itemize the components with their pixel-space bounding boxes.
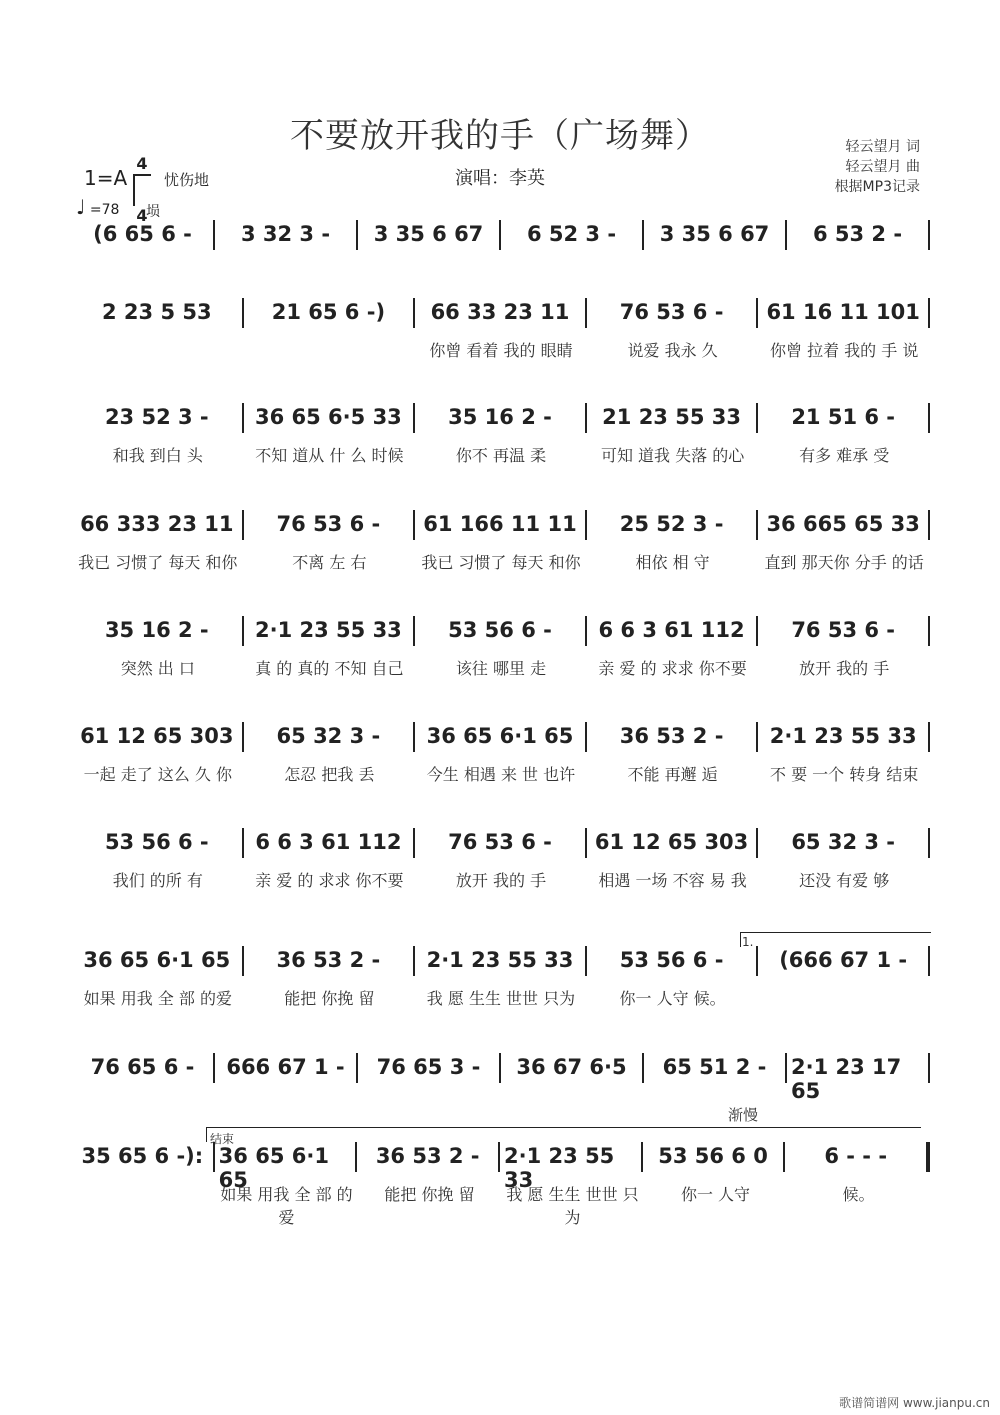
lyric-segment: 能把 你挽 留 xyxy=(384,1185,475,1204)
tempo-value: =78 xyxy=(89,202,120,218)
ending-label: 结束 xyxy=(210,1132,235,1146)
lyric-segment: 你一 人守 候。 xyxy=(619,989,726,1008)
ritardando-marking: 渐慢 xyxy=(728,1106,759,1124)
bar-line xyxy=(928,298,930,328)
bar-line xyxy=(926,1142,930,1172)
measure: (6 65 6 - xyxy=(93,222,192,246)
measure: 76 65 6 - xyxy=(90,1055,195,1079)
measure: 21 23 55 33 xyxy=(602,405,741,429)
measure: 36 67 6·5 xyxy=(516,1055,627,1079)
measure: 3 35 6 67 xyxy=(373,222,484,246)
score-row xyxy=(72,1055,930,1103)
measure: 65 32 3 - xyxy=(276,724,381,748)
measure: 36 53 2 - xyxy=(619,724,724,748)
lyric-segment: 今生 相遇 来 世 也许 xyxy=(426,765,576,784)
score-row xyxy=(72,724,930,752)
lyricist-credit: 轻云望月 词 xyxy=(845,139,920,155)
volta-1-bracket xyxy=(740,932,931,947)
measure: 66 333 23 11 xyxy=(80,512,234,536)
measure: 36 65 6·1 65 xyxy=(426,724,574,748)
measure: 66 33 23 11 xyxy=(430,300,570,324)
lyric-row xyxy=(72,868,930,891)
measure: 6 - - - xyxy=(824,1144,888,1168)
measure: 2 23 5 53 xyxy=(101,300,212,324)
measure: 2·1 23 55 33 xyxy=(504,1144,615,1192)
measure: 6 52 3 - xyxy=(526,222,617,246)
lyric-segment xyxy=(72,1182,215,1228)
lyric-segment: 你不 再温 柔 xyxy=(455,446,547,465)
lyric-row xyxy=(72,762,930,785)
measure: 53 56 6 - xyxy=(619,948,724,972)
bar-line xyxy=(928,1053,930,1083)
ending-bracket xyxy=(206,1127,921,1142)
lyric-segment: 亲 爱 的 求求 你不要 xyxy=(255,871,404,890)
bar-line xyxy=(928,946,930,976)
score-row xyxy=(72,830,930,858)
lyric-segment: 我 愿 生生 世世 只为 xyxy=(506,1185,639,1227)
lyric-segment: 和我 到白 头 xyxy=(112,446,203,465)
lyric-segment: 不知 道从 什 么 时候 xyxy=(255,446,404,465)
lyric-segment: 不 要 一个 转身 结束 xyxy=(769,765,919,784)
lyric-segment: 突然 出 口 xyxy=(120,659,195,678)
mood-marking: 忧伤地 xyxy=(164,171,210,189)
lyric-segment: 我们 的所 有 xyxy=(112,871,203,890)
lyric-row xyxy=(72,1182,930,1228)
song-title: 不要放开我的手（广场舞） xyxy=(290,116,710,156)
score-row xyxy=(72,300,930,328)
bar-line xyxy=(928,616,930,646)
measure: 76 53 6 - xyxy=(276,512,381,536)
lyric-segment: 说爱 我永 久 xyxy=(627,341,718,360)
lyric-segment: 该往 哪里 走 xyxy=(455,659,547,678)
measure: 35 65 6 -): xyxy=(81,1144,204,1168)
measure: 35 16 2 - xyxy=(104,618,209,642)
singer-credit: 演唱：李英 xyxy=(455,168,545,189)
lyric-segment: 真 的 真的 不知 自己 xyxy=(255,659,404,678)
measure: 3 35 6 67 xyxy=(659,222,770,246)
lyric-segment: 放开 我的 手 xyxy=(455,871,547,890)
measure: 3 32 3 - xyxy=(240,222,331,246)
score-row xyxy=(72,512,930,540)
quarter-note-icon: ♩ xyxy=(76,195,86,219)
score-row xyxy=(72,405,930,433)
measure: (666 67 1 - xyxy=(779,948,908,972)
measure: 65 51 2 - xyxy=(662,1055,767,1079)
measure: 36 65 6·5 33 xyxy=(254,405,402,429)
lyric-segment xyxy=(72,338,244,361)
lyric-segment: 不能 再邂 逅 xyxy=(627,765,718,784)
measure: 53 56 6 - xyxy=(448,618,552,642)
tempo-marking xyxy=(76,195,119,219)
lyric-segment: 怎忍 把我 丢 xyxy=(284,765,375,784)
volta-1-label: 1. xyxy=(742,935,754,949)
measure: 61 12 65 303 xyxy=(80,724,234,748)
lyric-segment: 你曾 看着 我的 眼睛 xyxy=(429,341,573,360)
measure: 36 53 2 - xyxy=(276,948,381,972)
measure: 6 6 3 61 112 xyxy=(255,830,402,854)
bar-line xyxy=(928,220,930,250)
measure: 76 53 6 - xyxy=(619,300,724,324)
measure: 23 52 3 - xyxy=(104,405,209,429)
lyric-segment: 亲 爱 的 求求 你不要 xyxy=(598,659,747,678)
measure: 65 32 3 - xyxy=(791,830,896,854)
measure: 76 53 6 - xyxy=(448,830,552,854)
measure: 61 166 11 11 xyxy=(423,512,577,536)
instrument-label: 埙 xyxy=(146,204,160,220)
lyric-segment: 放开 我的 手 xyxy=(799,659,890,678)
lyric-segment: 你一 人守 xyxy=(680,1185,751,1204)
lyric-segment: 候。 xyxy=(842,1185,875,1204)
time-top: 4 xyxy=(136,154,148,173)
lyric-row xyxy=(72,986,930,1009)
lyric-segment: 还没 有爱 够 xyxy=(799,871,890,890)
lyric-segment: 有多 难承 受 xyxy=(799,446,890,465)
lyric-segment: 可知 道我 失落 的心 xyxy=(600,446,745,465)
measure: 36 665 65 33 xyxy=(766,512,920,536)
measure: 2·1 23 55 33 xyxy=(254,618,402,642)
lyric-segment: 直到 那天你 分手 的话 xyxy=(764,553,924,572)
measure: 76 53 6 - xyxy=(791,618,896,642)
lyric-segment: 我已 习惯了 每天 和你 xyxy=(421,553,581,572)
lyric-segment: 一起 走了 这么 久 你 xyxy=(83,765,232,784)
composer-credit: 轻云望月 曲 xyxy=(845,159,920,175)
measure: 21 65 6 -) xyxy=(271,300,386,324)
lyric-segment: 我 愿 生生 世世 只为 xyxy=(426,989,576,1008)
lyric-row xyxy=(72,550,930,573)
measure: 36 65 6·1 65 xyxy=(218,1144,329,1192)
lyric-segment: 相依 相 守 xyxy=(635,553,710,572)
lyric-segment: 不离 左 右 xyxy=(292,553,367,572)
measure: 61 12 65 303 xyxy=(594,830,749,854)
measure: 36 53 2 - xyxy=(375,1144,480,1168)
lyric-segment: 如果 用我 全 部 的爱 xyxy=(220,1185,353,1227)
measure: 53 56 6 - xyxy=(104,830,209,854)
bar-line xyxy=(928,828,930,858)
credits xyxy=(835,137,920,197)
bar-line xyxy=(928,403,930,433)
lyric-row xyxy=(72,656,930,679)
measure: 6 6 3 61 112 xyxy=(598,618,745,642)
measure: 2·1 23 55 33 xyxy=(426,948,574,972)
measure: 53 56 6 0 xyxy=(658,1144,768,1168)
site-watermark: 歌谱简谱网 www.jianpu.cn xyxy=(839,1396,990,1410)
lyric-segment: 你曾 拉着 我的 手 说 xyxy=(769,341,919,360)
measure: 6 53 2 - xyxy=(812,222,903,246)
measure: 21 51 6 - xyxy=(791,405,896,429)
lyric-segment xyxy=(244,338,416,361)
bar-line xyxy=(928,510,930,540)
source-credit: 根据MP3记录 xyxy=(834,179,920,195)
measure: 35 16 2 - xyxy=(448,405,552,429)
lyric-segment xyxy=(758,986,930,1009)
measure: 61 16 11 101 xyxy=(766,300,920,324)
lyric-segment: 能把 你挽 留 xyxy=(284,989,375,1008)
measure: 666 67 1 - xyxy=(226,1055,345,1079)
score-row xyxy=(72,618,930,646)
lyric-row xyxy=(72,443,930,466)
key-signature: 1=A xyxy=(84,166,128,190)
measure: 76 65 3 - xyxy=(376,1055,481,1079)
lyric-row xyxy=(72,338,930,361)
time-bottom: 4 xyxy=(136,206,148,225)
measure: 2·1 23 17 65 xyxy=(791,1055,902,1103)
measure: 25 52 3 - xyxy=(619,512,724,536)
measure: 36 65 6·1 65 xyxy=(83,948,231,972)
score-row xyxy=(72,948,930,976)
lyric-segment: 相遇 一场 不容 易 我 xyxy=(598,871,747,890)
lyric-segment: 如果 用我 全 部 的爱 xyxy=(83,989,232,1008)
bar-line xyxy=(928,722,930,752)
measure: 2·1 23 55 33 xyxy=(769,724,917,748)
lyric-segment: 我已 习惯了 每天 和你 xyxy=(78,553,238,572)
score-row xyxy=(72,222,930,250)
